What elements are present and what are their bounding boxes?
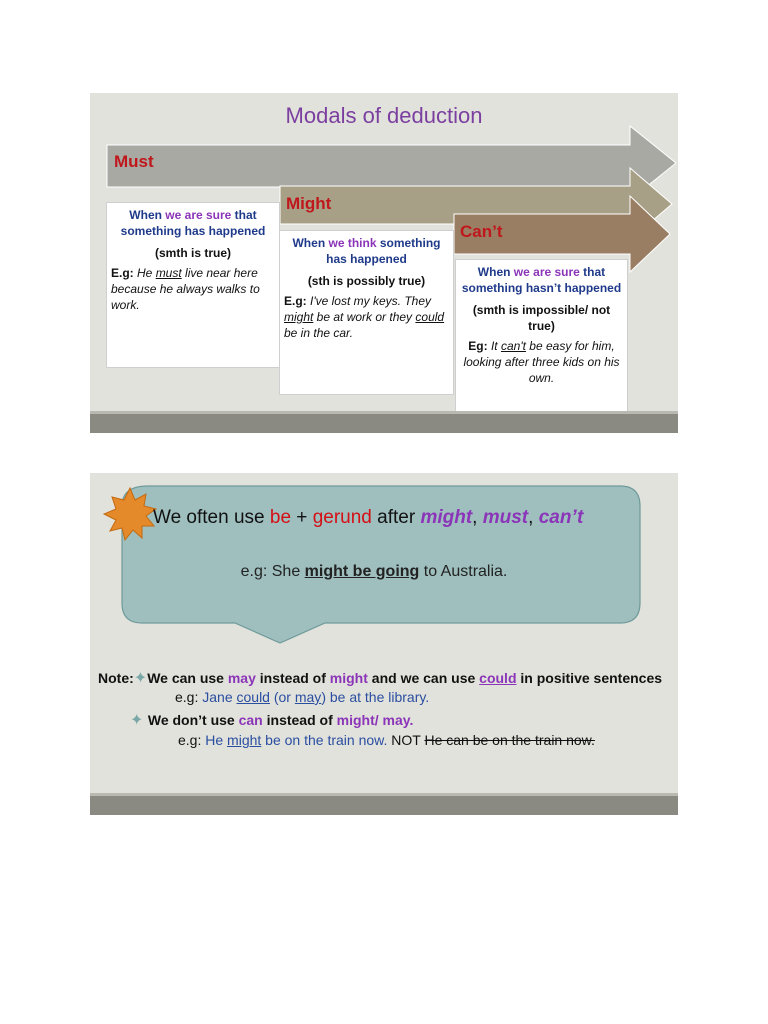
cant-fact: (smth is impossible/ not true) <box>472 303 611 333</box>
might-example: E.g: I've lost my keys. They might be at work or they could be in the car. <box>284 294 445 340</box>
must-head: When we are sure that something has happened <box>120 208 266 238</box>
gerund-example: e.g: She might be going to Australia. <box>240 563 508 580</box>
might-fact: (sth is possibly true) <box>307 274 426 288</box>
cant-example: Eg: It can't be easy for him, looking after three kids on his own. <box>463 339 620 385</box>
gerund-heading: We often use be + gerund after might, must, can’t <box>153 507 584 528</box>
sparkle-icon: ✦ <box>133 670 148 687</box>
must-example: E.g: He must live near here because he always walks to work. <box>111 266 260 312</box>
sparkle-icon: ✦ <box>130 712 148 729</box>
slide-footer-bar <box>90 411 678 433</box>
slide-modals-of-deduction <box>90 93 678 433</box>
note-line-1: Note:✦We can use may instead of might and we can use could in positive sentences <box>98 670 663 687</box>
slide-footer-bar <box>90 793 678 815</box>
must-box <box>106 202 280 368</box>
note-line-2-example: e.g: He might be on the train now. NOT He can be on the train now. <box>178 732 595 748</box>
cant-box <box>455 259 628 421</box>
might-label: Might <box>286 194 332 213</box>
slide-gerund-note <box>90 473 678 815</box>
must-fact: (smth is true) <box>154 246 231 260</box>
must-label: Must <box>114 152 154 171</box>
cant-head: When we are sure that something hasn’t happened <box>461 265 622 295</box>
note-line-2: ✦ We don’t use can instead of might/ may. <box>130 712 414 729</box>
cant-label: Can’t <box>460 222 503 241</box>
note-line-1-example: e.g: Jane could (or may) be at the library. <box>175 689 430 705</box>
might-box <box>279 230 454 395</box>
might-head: When we think something has happened <box>292 236 441 266</box>
slide-title: Modals of deduction <box>285 103 483 128</box>
